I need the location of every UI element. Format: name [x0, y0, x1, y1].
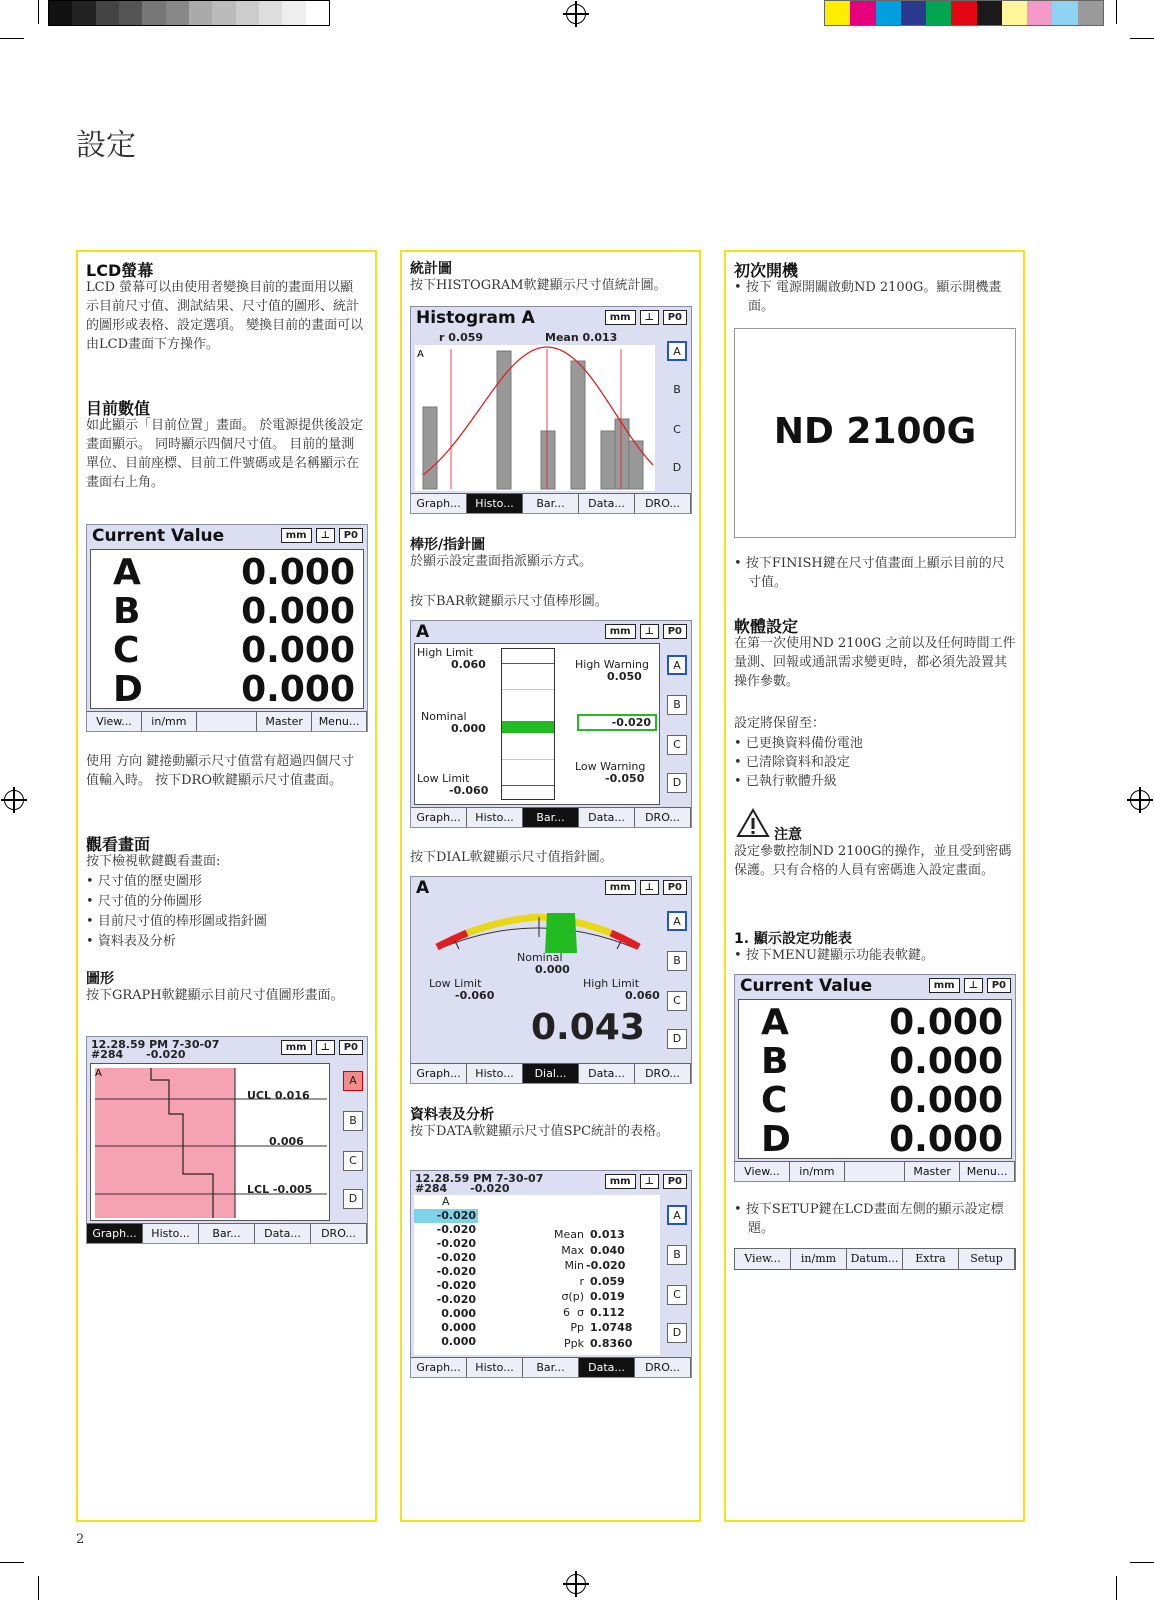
software-setup-heading: 軟體設定 [734, 617, 799, 636]
softkey-bar [411, 1063, 691, 1083]
channel-c-button[interactable]: C [343, 1151, 363, 1171]
stat-row: Mean 0.013 [554, 1228, 625, 1241]
bar-high-warning-label: High Warning [575, 658, 650, 671]
dial-screen [410, 876, 692, 1084]
dial-high-limit-label: High Limit [583, 977, 640, 990]
softkey-menu[interactable]: Menu... [960, 1162, 1015, 1181]
unit-indicator: mm [281, 1040, 312, 1055]
view-bullet: • 尺寸值的分佈圖形 [86, 894, 202, 909]
value-row-c: C 0.000 [761, 1080, 1003, 1121]
softkey-dro[interactable]: DRO... [635, 494, 691, 513]
bar-screen [410, 620, 692, 828]
screen-title: Current Value [92, 526, 225, 546]
p0-indicator: P0 [663, 880, 687, 895]
softkey-view[interactable]: View... [735, 1249, 791, 1269]
bar-low-limit-line [502, 785, 554, 786]
color-bar-strip [824, 0, 1104, 26]
software-setup-text: 在第一次使用ND 2100G 之前以及任何時間工件量測、回報或通訊需求變更時，都必須先設置其操作參數。 [734, 636, 1016, 689]
softkey-view[interactable]: View... [735, 1162, 790, 1181]
channel-b-button[interactable]: B [667, 951, 687, 971]
softkey-graph[interactable]: Graph... [411, 1064, 467, 1083]
value-row-a: A 0.000 [761, 1002, 1003, 1043]
hist-bar [571, 361, 585, 489]
ref-icon: ⊥ [316, 528, 335, 543]
graph-heading: 圖形 [86, 971, 114, 987]
value-panel [738, 999, 1012, 1159]
mid-label: 0.006 [269, 1135, 304, 1148]
softkey-datum[interactable]: Datum... [847, 1249, 903, 1269]
unit-indicator: mm [605, 1174, 636, 1189]
channel-selector [667, 911, 687, 1061]
softkey-graph[interactable]: Graph... [411, 494, 467, 513]
softkey-in-mm[interactable]: in/mm [142, 712, 197, 731]
softkey-dro[interactable]: DRO... [635, 1064, 691, 1083]
softkey-dial[interactable]: Dial... [523, 1064, 579, 1083]
softkey-bar [735, 1161, 1015, 1181]
value-row-d: D 0.000 [761, 1119, 1003, 1160]
channel-b-button[interactable]: B [667, 1245, 687, 1265]
softkey-view[interactable]: View... [87, 712, 142, 731]
channel-b-label: B [673, 383, 681, 396]
p0-indicator: P0 [663, 1174, 687, 1189]
data-values [414, 1209, 478, 1349]
channel-selector [667, 341, 687, 491]
softkey-master[interactable]: Master [257, 712, 312, 731]
column-1 [76, 250, 377, 1522]
screen-header-icons [605, 310, 687, 325]
softkey-dro[interactable]: DRO... [635, 808, 691, 827]
hist-mean: Mean 0.013 [545, 331, 618, 344]
ref-icon: ⊥ [640, 310, 659, 325]
channel-d-button[interactable]: D [667, 1029, 687, 1049]
dial-low-limit-value: -0.060 [455, 989, 495, 1002]
hist-bar [601, 431, 615, 489]
ucl-label: UCL 0.016 [247, 1089, 310, 1102]
value-panel [90, 549, 364, 709]
channel-a-button[interactable]: A [343, 1071, 363, 1091]
data-text: 按下DATA軟鍵顯示尺寸值SPC統計的表格。 [410, 1124, 670, 1139]
unit-indicator: mm [605, 624, 636, 639]
screen-header-icons [929, 978, 1011, 993]
caution-heading: 注意 [774, 827, 802, 843]
registration-mark-bottom [566, 1574, 586, 1594]
registration-mark-left [4, 790, 24, 810]
softkey-graph[interactable]: Graph... [411, 808, 467, 827]
graph-timestamp: 12.28.59 PM 7-30-07 [91, 1038, 220, 1051]
view-bullet: • 資料表及分析 [86, 934, 176, 949]
step1-heading: 1. 顯示設定功能表 [734, 931, 852, 947]
value-row-a: A 0.000 [113, 552, 355, 593]
data-value-row[interactable]: 0.000 [441, 1335, 476, 1348]
ref-icon: ⊥ [316, 1040, 335, 1055]
value-row-d: D 0.000 [113, 669, 355, 710]
data-value-row[interactable]: -0.020 [436, 1265, 476, 1278]
view-heading: 觀看畫面 [86, 835, 151, 854]
p0-indicator: P0 [663, 310, 687, 325]
crop-mark [1130, 38, 1154, 39]
ref-icon: ⊥ [640, 1174, 659, 1189]
stat-row: Pp 1.0748 [570, 1321, 633, 1334]
hist-bar [615, 419, 629, 489]
view-bullet: • 尺寸值的歷史圖形 [86, 874, 202, 889]
softkey-histo[interactable]: Histo... [467, 1358, 523, 1377]
dial-text: 按下DIAL軟鍵顯示尺寸值指針圖。 [410, 850, 613, 865]
lcd-heading: LCD螢幕 [86, 261, 154, 280]
p0-indicator: P0 [987, 978, 1011, 993]
bar-low-limit-label: Low Limit [417, 772, 470, 785]
channel-d-button[interactable]: D [667, 1323, 687, 1343]
data-column-header: A [442, 1195, 450, 1208]
data-stats [524, 1227, 634, 1351]
channel-d-button[interactable]: D [667, 773, 687, 793]
p0-indicator: P0 [339, 1040, 363, 1055]
channel-selector [667, 655, 687, 805]
p0-indicator: P0 [663, 624, 687, 639]
retain-bullet: • 已更換資料備份電池 [734, 736, 863, 751]
step1-bullet: • 按下MENU鍵顯示功能表軟鍵。 [734, 948, 934, 963]
channel-selector [343, 1071, 363, 1221]
screen-title: Current Value [740, 976, 873, 996]
dial-needle-zone [545, 913, 577, 953]
retain-bullet: • 已清除資料和設定 [734, 755, 850, 770]
channel-c-button[interactable]: C [667, 991, 687, 1011]
softkey-setup[interactable]: Setup [959, 1249, 1015, 1269]
channel-c-label: C [673, 423, 681, 436]
first-power-heading: 初次開機 [734, 261, 799, 280]
data-value-row[interactable]: 0.000 [441, 1307, 476, 1320]
first-power-bullet: • 按下 電源開關啟動ND 2100G。顯示開機畫面。 [734, 280, 1002, 314]
value-row-b: B 0.000 [113, 591, 355, 632]
softkey-histo[interactable]: Histo... [467, 1064, 523, 1083]
splash-logo: ND 2100G [773, 411, 977, 452]
bar-text-2: 按下BAR軟鍵顯示尺寸值棒形圖。 [410, 594, 608, 609]
softkey-in-mm[interactable]: in/mm [791, 1249, 847, 1269]
value-row-b: B 0.000 [761, 1041, 1003, 1082]
current-value-screen [86, 524, 368, 732]
graph-text: 按下GRAPH軟鍵顯示目前尺寸值圖形畫面。 [86, 988, 344, 1003]
data-heading: 資料表及分析 [410, 1107, 494, 1123]
stat-row: Ppk 0.8360 [564, 1336, 633, 1350]
data-value-row[interactable]: -0.020 [436, 1251, 476, 1264]
softkey-bar [411, 807, 691, 827]
softkey-bar[interactable]: Bar... [523, 808, 579, 827]
crop-mark [0, 1562, 24, 1563]
unit-indicator: mm [281, 528, 312, 543]
softkey-bar [87, 711, 367, 731]
bar-nominal-value: 0.000 [451, 722, 486, 735]
value-row-c: C 0.000 [113, 630, 355, 671]
setup-bullet: • 按下SETUP鍵在LCD畫面左側的顯示設定標題。 [734, 1202, 1004, 1236]
screen-title: A [416, 878, 430, 898]
softkey-bar[interactable]: Bar... [523, 1358, 579, 1377]
screen-header-icons [281, 1040, 363, 1055]
softkey-bar [411, 1357, 691, 1377]
stat-row: 6 σ 0.112 [563, 1305, 625, 1319]
screen-header-icons [605, 1174, 687, 1189]
unit-indicator: mm [605, 310, 636, 325]
channel-a-button[interactable]: A [667, 1205, 687, 1225]
hist-bar [497, 351, 511, 489]
hist-range: r 0.059 [439, 331, 484, 344]
channel-a-button[interactable]: A [667, 341, 687, 361]
screen-title: Histogram A [416, 308, 535, 328]
view-intro: 按下檢視軟鍵觀看畫面: [86, 854, 221, 869]
stat-row: Min -0.020 [564, 1259, 626, 1272]
softkey-bar [87, 1223, 367, 1243]
stat-row: σ(p) 0.019 [561, 1290, 625, 1303]
screen-header-icons [605, 624, 687, 639]
screen-header-icons [605, 880, 687, 895]
channel-b-button[interactable]: B [343, 1111, 363, 1131]
graph-part-number: #284 -0.020 [91, 1048, 186, 1061]
channel-c-button[interactable]: C [667, 1285, 687, 1305]
menu-screen [734, 974, 1016, 1182]
column-2 [400, 250, 701, 1522]
bar-high-limit-value: 0.060 [451, 658, 486, 671]
graph-fill-area [95, 1068, 235, 1218]
bar-high-limit-label: High Limit [417, 646, 474, 659]
dial-high-limit-value: 0.060 [625, 989, 660, 1002]
bar-high-warning-line [502, 689, 554, 690]
data-value-row[interactable]: -0.020 [436, 1237, 476, 1250]
p0-indicator: P0 [339, 528, 363, 543]
data-value-row[interactable]: 0.000 [441, 1321, 476, 1334]
bar-low-warning-value: -0.050 [605, 772, 645, 785]
bar-high-warning-value: 0.050 [607, 670, 642, 683]
bar-gauge [501, 648, 555, 800]
channel-c-button[interactable]: C [667, 735, 687, 755]
stat-row: r 0.059 [579, 1274, 625, 1288]
channel-selector [667, 1205, 687, 1355]
channel-a-button[interactable]: A [667, 655, 687, 675]
screen-title: A [416, 622, 430, 642]
softkey-empty [197, 712, 257, 731]
crop-mark [1116, 0, 1117, 24]
current-value-heading: 目前數值 [86, 399, 151, 418]
data-value-row[interactable]: -0.020 [436, 1279, 476, 1292]
lcd-text: LCD 螢幕可以由使用者變換目前的畫面用以顯示目前尺寸值、測試結果、尺寸值的圖形、統計的圖形或表格、設定選項。 變換目前的畫面可以由LCD畫面下方操作。 [86, 280, 364, 352]
crop-mark [1116, 1576, 1117, 1600]
data-screen [410, 1170, 692, 1378]
ref-icon: ⊥ [640, 880, 659, 895]
bar-low-warning-label: Low Warning [575, 760, 646, 773]
unit-indicator: mm [605, 880, 636, 895]
graph-axis-a: A [95, 1068, 102, 1079]
data-value-row[interactable]: -0.020 [436, 1223, 476, 1236]
softkey-bar [411, 493, 691, 513]
softkey-dro[interactable]: DRO... [635, 1358, 691, 1377]
page-number: 2 [76, 1532, 85, 1547]
registration-mark-top [566, 4, 586, 24]
bar-heading: 棒形/指針圖 [410, 537, 486, 553]
softkey-histo[interactable]: Histo... [467, 808, 523, 827]
graph-screen [86, 1036, 368, 1244]
data-value-row-selected[interactable]: -0.020 [414, 1209, 478, 1223]
softkey-menu[interactable]: Menu... [312, 712, 367, 731]
softkey-data[interactable]: Data... [255, 1224, 311, 1243]
bar-panel [414, 643, 660, 805]
data-part-number: #284 -0.020 [415, 1182, 510, 1195]
bar-nominal-fill [502, 721, 554, 733]
unit-indicator: mm [929, 978, 960, 993]
softkey-extra[interactable]: Extra [903, 1249, 959, 1269]
setup-softkey-bar [734, 1248, 1016, 1270]
gray-scale-strip [48, 0, 330, 26]
ref-icon: ⊥ [640, 624, 659, 639]
screen-header-icons [281, 528, 363, 543]
softkey-graph[interactable]: Graph... [411, 1358, 467, 1377]
current-value-text: 如此顯示「目前位置」畫面。 於電源提供後設定畫面顯示。 同時顯示四個尺寸值。 目前的量測單位、目前座標、目前工件號碼或是名稱顯示在畫面右上角。 [86, 418, 364, 490]
softkey-histo[interactable]: Histo... [467, 494, 523, 513]
crop-mark [0, 38, 24, 39]
ref-icon: ⊥ [964, 978, 983, 993]
bar-low-limit-value: -0.060 [449, 784, 489, 797]
data-value-row[interactable]: -0.020 [436, 1293, 476, 1306]
softkey-graph[interactable]: Graph... [87, 1224, 143, 1243]
scroll-text: 使用 方向 鍵捲動顯示尺寸值當有超過四個尺寸值輸入時。 按下DRO軟鍵顯示尺寸值畫面。 [86, 754, 355, 788]
data-panel [414, 1195, 660, 1355]
bar-high-limit-line [502, 663, 554, 664]
crop-mark [38, 0, 39, 24]
stat-row: Max 0.040 [561, 1243, 625, 1257]
view-bullet: • 目前尺寸值的棒形圖或指針圖 [86, 914, 267, 929]
histogram-screen [410, 306, 692, 514]
lcl-label: LCL -0.005 [247, 1183, 313, 1196]
softkey-data[interactable]: Data... [579, 808, 635, 827]
hist-bar [423, 407, 437, 489]
hist-bar [629, 441, 643, 489]
softkey-bar[interactable]: Bar... [523, 494, 579, 513]
dial-nominal-label: Nominal [517, 951, 563, 964]
splash-screen [734, 328, 1016, 538]
softkey-bar[interactable]: Bar... [199, 1224, 255, 1243]
warning-icon [736, 808, 770, 838]
softkey-data[interactable]: Data... [579, 1358, 635, 1377]
dial-low-limit-label: Low Limit [429, 977, 482, 990]
finish-bullet: • 按下FINISH鍵在尺寸值畫面上顯示目前的尺寸值。 [734, 556, 1005, 590]
hist-axis-a: A [417, 349, 424, 360]
softkey-data[interactable]: Data... [579, 494, 635, 513]
caution-text: 設定參數控制ND 2100G的操作，並且受到密碼保護。只有合格的人員有密碼進入設定畫面。 [734, 844, 1012, 878]
bar-nominal-label: Nominal [421, 710, 467, 723]
dial-value: 0.043 [531, 1007, 645, 1048]
softkey-histo[interactable]: Histo... [143, 1224, 199, 1243]
softkey-data[interactable]: Data... [579, 1064, 635, 1083]
softkey-dro[interactable]: DRO... [311, 1224, 367, 1243]
column-3 [724, 250, 1025, 1522]
page-title: 設定 [76, 128, 136, 163]
histogram-chart [415, 345, 655, 491]
retain-bullet: • 已執行軟體升級 [734, 774, 837, 789]
channel-b-button[interactable]: B [667, 695, 687, 715]
dial-nominal-value: 0.000 [535, 963, 570, 976]
bar-text-1: 於顯示設定畫面指派顯示方式。 [410, 554, 593, 569]
softkey-in-mm[interactable]: in/mm [790, 1162, 845, 1181]
registration-mark-right [1130, 790, 1150, 810]
channel-d-button[interactable]: D [343, 1189, 363, 1209]
retain-text: 設定將保留至： [734, 716, 826, 731]
crop-mark [38, 1576, 39, 1600]
bar-low-warning-line [502, 759, 554, 760]
dial-red-right [611, 933, 639, 947]
softkey-empty [845, 1162, 905, 1181]
softkey-master[interactable]: Master [905, 1162, 960, 1181]
crop-mark [1130, 1562, 1154, 1563]
histogram-text: 按下HISTOGRAM軟鍵顯示尺寸值統計圖。 [410, 278, 667, 293]
channel-d-label: D [672, 461, 682, 474]
histogram-heading: 統計圖 [410, 261, 452, 277]
hist-bar [541, 431, 555, 489]
channel-a-button[interactable]: A [667, 911, 687, 931]
data-timestamp: 12.28.59 PM 7-30-07 [415, 1172, 544, 1185]
bar-current-value: -0.020 [577, 714, 657, 731]
